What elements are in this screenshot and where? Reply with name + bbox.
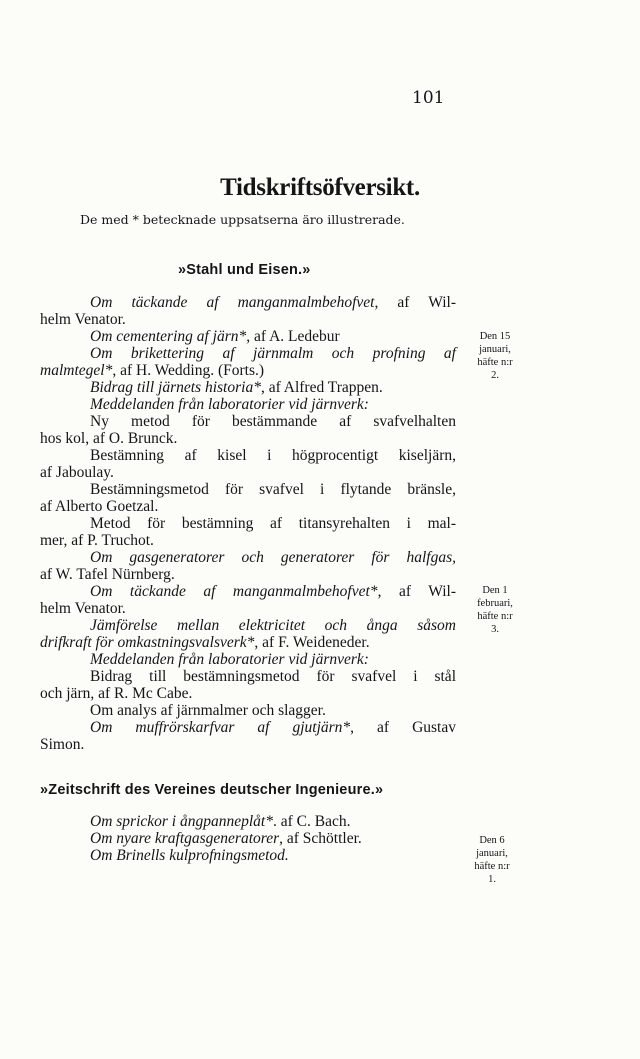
list-item: Meddelanden från laboratorier vid järnverk: bbox=[90, 651, 369, 668]
list-item: Om sprickor i ångpanneplåt*. af C. Bach. bbox=[90, 813, 351, 830]
list-item: Om gasgeneratorer och generatorer för halfgas, bbox=[90, 549, 456, 566]
list-item: Om täckande af manganmalmbehofvet*, af Wil- bbox=[90, 583, 457, 600]
list-item: Om täckande af manganmalmbehofvet, af Wil- bbox=[90, 294, 457, 311]
marginal-note: Den 6 januari, häfte n:r 1. bbox=[474, 835, 510, 885]
list-item: Simon. bbox=[40, 736, 85, 753]
list-item: Bidrag till järnets historia*, af Alfred Trappen. bbox=[90, 379, 383, 396]
list-item: Bestämningsmetod för svafvel i flytande bränsle, bbox=[90, 481, 456, 498]
marginal-note: Den 15 januari, häfte n:r 2. bbox=[477, 331, 513, 381]
list-item: mer, af P. Truchot. bbox=[40, 532, 154, 549]
page-number: 101 bbox=[412, 88, 445, 108]
list-item: Ny metod för bestämmande af svafvelhalten bbox=[90, 413, 456, 430]
list-item: af Jaboulay. bbox=[40, 464, 114, 481]
list-item: Bidrag till bestämningsmetod för svafvel i stål bbox=[90, 668, 456, 685]
section-heading: »Stahl und Eisen.» bbox=[178, 262, 311, 278]
list-item: helm Venator. bbox=[40, 600, 126, 617]
list-item: Om cementering af järn*, af A. Ledebur bbox=[90, 328, 340, 345]
list-item: malmtegel*, af H. Wedding. (Forts.) bbox=[40, 362, 265, 379]
list-item: af Alberto Goetzal. bbox=[40, 498, 159, 515]
subtitle: De med * betecknade uppsatserna äro illustrerade. bbox=[80, 212, 405, 227]
section-heading: »Zeitschrift des Vereines deutscher Ingenieure.» bbox=[40, 782, 384, 798]
list-item: Jämförelse mellan elektricitet och ånga såsom bbox=[90, 617, 456, 634]
list-item: Om brikettering af järnmalm och profning af bbox=[90, 345, 456, 362]
marginal-note: Den 1 februari, häfte n:r 3. bbox=[477, 585, 513, 635]
page-title: Tidskriftsöfversikt. bbox=[220, 174, 420, 201]
list-item: hos kol, af O. Brunck. bbox=[40, 430, 178, 447]
list-item: och järn, af R. Mc Cabe. bbox=[40, 685, 193, 702]
list-item: Meddelanden från laboratorier vid järnverk: bbox=[90, 396, 369, 413]
list-item: drifkraft för omkastningsvalsverk*, af F. Weideneder. bbox=[40, 634, 370, 651]
list-item: helm Venator. bbox=[40, 311, 126, 328]
list-item: Om analys af järnmalmer och slagger. bbox=[90, 702, 326, 719]
list-item: Om nyare kraftgasgeneratorer, af Schöttler. bbox=[90, 830, 362, 847]
list-item: Om muffrörskarfvar af gjutjärn*, af Gustav bbox=[90, 719, 456, 736]
list-item: Om Brinells kulprofningsmetod. bbox=[90, 847, 289, 864]
list-item: Metod för bestämning af titansyrehalten i mal- bbox=[90, 515, 456, 532]
list-item: Bestämning af kisel i högprocentigt kiseljärn, bbox=[90, 447, 456, 464]
list-item: af W. Tafel Nürnberg. bbox=[40, 566, 175, 583]
